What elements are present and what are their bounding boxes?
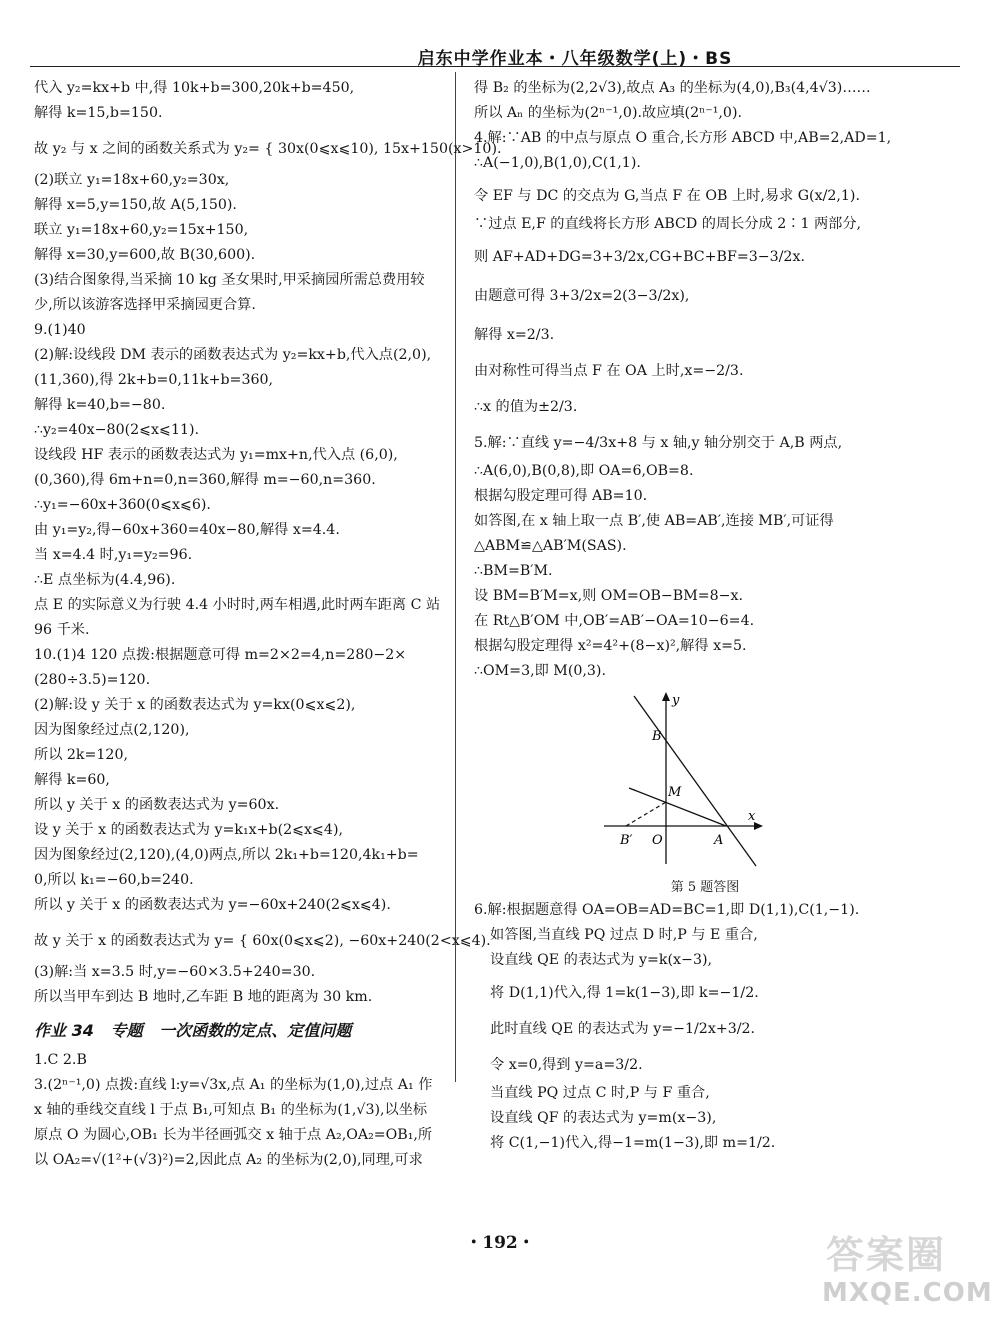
text-line: 设线段 HF 表示的函数表达式为 y₁=mx+n,代入点 (6,0), <box>34 447 398 463</box>
label-a: A <box>714 833 724 848</box>
section-title: 一次函数的定点、定值问题 <box>159 1021 352 1040</box>
text-line: 设 BM=B′M=x,则 OM=OB−BM=8−x. <box>474 588 744 604</box>
text-line: (2)联立 y₁=18x+60,y₂=30x, <box>34 172 230 188</box>
text-line: 故 y 关于 x 的函数表达式为 y= { 60x(0⩽x⩽2), −60x+240(2<x⩽4). <box>34 933 491 949</box>
text-line: ∵过点 E,F 的直线将长方形 ABCD 的周长分成 2∶1 两部分, <box>474 216 862 232</box>
text-line: 解得 x=30,y=600,故 B(30,600). <box>34 247 256 263</box>
text-line: 所以当甲车到达 B 地时,乙车距 B 地的距离为 30 km. <box>34 989 373 1005</box>
label-o: O <box>652 833 663 848</box>
text-line: 9.(1)40 <box>34 322 86 338</box>
text-line: 由题意可得 3+3/2x=2(3−3/2x), <box>474 288 690 304</box>
text-line: 0,所以 k₁=−60,b=240. <box>34 872 194 888</box>
text-line: (3)结合图象得,当采摘 10 kg 圣女果时,甲采摘园所需总费用较 <box>34 272 425 288</box>
text-line: 原点 O 为圆心,OB₁ 长为半径画弧交 x 轴于点 A₂,OA₂=OB₁,所 <box>34 1127 433 1143</box>
section-heading <box>34 1012 494 1050</box>
segment-bpm <box>626 802 666 826</box>
text-line: 当直线 PQ 过点 C 时,P 与 F 重合, <box>490 1085 710 1101</box>
section-number: 作业 34 <box>34 1021 94 1040</box>
text-line: 根据勾股定理可得 AB=10. <box>474 488 648 504</box>
text-line: ∴BM=B′M. <box>474 563 553 579</box>
text-line: 故 y₂ 与 x 之间的函数关系式为 y₂= { 30x(0⩽x⩽10), 15x+150(x>10). <box>34 141 502 157</box>
text-line: 因为图象经过点(2,120), <box>34 722 190 738</box>
text-line: 所以 2k=120, <box>34 747 128 763</box>
text-line: 设直线 QE 的表达式为 y=k(x−3), <box>490 952 713 968</box>
text-line: (280÷3.5)=120. <box>34 672 151 688</box>
page-number: ・192・ <box>465 1233 535 1253</box>
header-rule <box>30 66 960 67</box>
text-line: 所以 Aₙ 的坐标为(2ⁿ⁻¹,0).故应填(2ⁿ⁻¹,0). <box>474 105 743 121</box>
label-x: x <box>748 809 756 824</box>
watermark-url: MXQE.COM <box>822 1278 993 1308</box>
text-line: 解得 k=15,b=150. <box>34 105 163 121</box>
text-line: 得 B₂ 的坐标为(2,2√3),故点 A₃ 的坐标为(4,0),B₃(4,4√3)…… <box>474 80 871 96</box>
text-line: 1.C 2.B <box>34 1052 87 1068</box>
text-line: 因为图象经过(2,120),(4,0)两点,所以 2k₁+b=120,4k₁+b= <box>34 847 419 863</box>
text-line: 令 x=0,得到 y=a=3/2. <box>490 1057 643 1073</box>
text-line: (11,360),得 2k+b=0,11k+b=360, <box>34 372 274 388</box>
text-line: 解得 k=40,b=−80. <box>34 397 166 413</box>
text-line: 此时直线 QE 的表达式为 y=−1/2x+3/2. <box>490 1021 756 1037</box>
text-line: (0,360),得 6m+n=0,n=360,解得 m=−60,n=360. <box>34 472 376 488</box>
label-b: B <box>652 729 662 744</box>
text-line: 如答图,在 x 轴上取一点 B′,使 AB=AB′,连接 MB′,可证得 <box>474 513 834 529</box>
text-line: ∴y₂=40x−80(2⩽x⩽11). <box>34 422 200 438</box>
text-line: 在 Rt△B′OM 中,OB′=AB′−OA=10−6=4. <box>474 613 755 629</box>
text-line: 5.解:∵直线 y=−4/3x+8 与 x 轴,y 轴分别交于 A,B 两点, <box>474 435 843 451</box>
text-line: 解得 x=5,y=150,故 A(5,150). <box>34 197 237 213</box>
text-line: 则 AF+AD+DG=3+3/2x,CG+BC+BF=3−3/2x. <box>474 249 805 265</box>
text-line: 由 y₁=y₂,得−60x+360=40x−80,解得 x=4.4. <box>34 522 340 538</box>
text-line: (2)解:设线段 DM 表示的函数表达式为 y₂=kx+b,代入点(2,0), <box>34 347 432 363</box>
text-line: 少,所以该游客选择甲采摘园更合算. <box>34 297 256 313</box>
x-axis-arrow <box>754 822 763 830</box>
text-line: (3)解:当 x=3.5 时,y=−60×3.5+240=30. <box>34 964 316 980</box>
text-line: ∴A(−1,0),B(1,0),C(1,1). <box>474 155 641 171</box>
text-line: 所以 y 关于 x 的函数表达式为 y=−60x+240(2⩽x⩽4). <box>34 897 391 913</box>
text-line: ∴x 的值为±2/3. <box>474 399 578 415</box>
figure-caption: 第 5 题答图 <box>670 880 740 895</box>
watermark-logo: 答案圈 <box>826 1233 947 1277</box>
text-line: 代入 y₂=kx+b 中,得 10k+b=300,20k+b=450, <box>34 80 355 96</box>
text-line: 联立 y₁=18x+60,y₂=15x+150, <box>34 222 249 238</box>
text-line: 由对称性可得当点 F 在 OA 上时,x=−2/3. <box>474 363 744 379</box>
text-line: 点 E 的实际意义为行驶 4.4 小时时,两车相遇,此时两车距离 C 站 <box>34 597 441 613</box>
label-y: y <box>672 693 680 708</box>
text-line: 3.(2ⁿ⁻¹,0) 点拨:直线 l:y=√3x,点 A₁ 的坐标为(1,0),过点 A₁ 作 <box>34 1077 433 1093</box>
section-label: 专题 <box>110 1021 143 1040</box>
text-line: △ABM≌△AB′M(SAS). <box>474 538 627 554</box>
text-line: 6.解:根据题意得 OA=OB=AD=BC=1,即 D(1,1),C(1,−1). <box>474 902 860 918</box>
left-column <box>34 78 502 1175</box>
text-line: 根据勾股定理得 x²=4²+(8−x)²,解得 x=5. <box>474 638 747 654</box>
text-line: 令 EF 与 DC 的交点为 G,当点 F 在 OB 上时,易求 G(x/2,1). <box>474 188 860 204</box>
text-line: 如答图,当直线 PQ 过点 D 时,P 与 E 重合, <box>490 927 758 943</box>
text-line: ∴A(6,0),B(0,8),即 OA=6,OB=8. <box>474 463 694 479</box>
text-line: 将 D(1,1)代入,得 1=k(1−3),即 k=−1/2. <box>490 985 759 1001</box>
text-line: 所以 y 关于 x 的函数表达式为 y=60x. <box>34 797 280 813</box>
text-line: 以 OA₂=√(1²+(√3)²)=2,因此点 A₂ 的坐标为(2,0),同理,可求 <box>34 1152 423 1168</box>
y-axis-arrow <box>662 692 670 701</box>
text-line: 解得 x=2/3. <box>474 327 555 343</box>
text-line: (2)解:设 y 关于 x 的函数表达式为 y=kx(0⩽x⩽2), <box>34 697 356 713</box>
text-line: ∴OM=3,即 M(0,3). <box>474 663 606 679</box>
text-line: ∴E 点坐标为(4.4,96). <box>34 572 176 588</box>
text-line: 将 C(1,−1)代入,得−1=m(1−3),即 m=1/2. <box>490 1135 776 1151</box>
text-line: 10.(1)4 120 点拨:根据题意可得 m=2×2=4,n=280−2× <box>34 647 407 663</box>
geometry-diagram <box>474 686 936 876</box>
page-header: 启东中学作业本・八年级数学(上)・BS <box>417 49 733 69</box>
text-line: x 轴的垂线交直线 l 于点 B₁,可知点 B₁ 的坐标为(1,√3),以坐标 <box>34 1102 428 1118</box>
text-line: 当 x=4.4 时,y₁=y₂=96. <box>34 547 193 563</box>
text-line: ∴y₁=−60x+360(0⩽x⩽6). <box>34 497 211 513</box>
text-line: 设直线 QF 的表达式为 y=m(x−3), <box>490 1110 717 1126</box>
label-bprime: B′ <box>620 833 633 848</box>
text-line: 4.解:∵AB 的中点与原点 O 重合,长方形 ABCD 中,AB=2,AD=1, <box>474 130 892 146</box>
figure-q5 <box>474 686 936 876</box>
label-m: M <box>668 785 682 800</box>
right-column <box>474 78 936 1158</box>
text-line: 设 y 关于 x 的函数表达式为 y=k₁x+b(2⩽x⩽4), <box>34 822 344 838</box>
text-line: 96 千米. <box>34 622 90 638</box>
text-line: 解得 k=60, <box>34 772 110 788</box>
